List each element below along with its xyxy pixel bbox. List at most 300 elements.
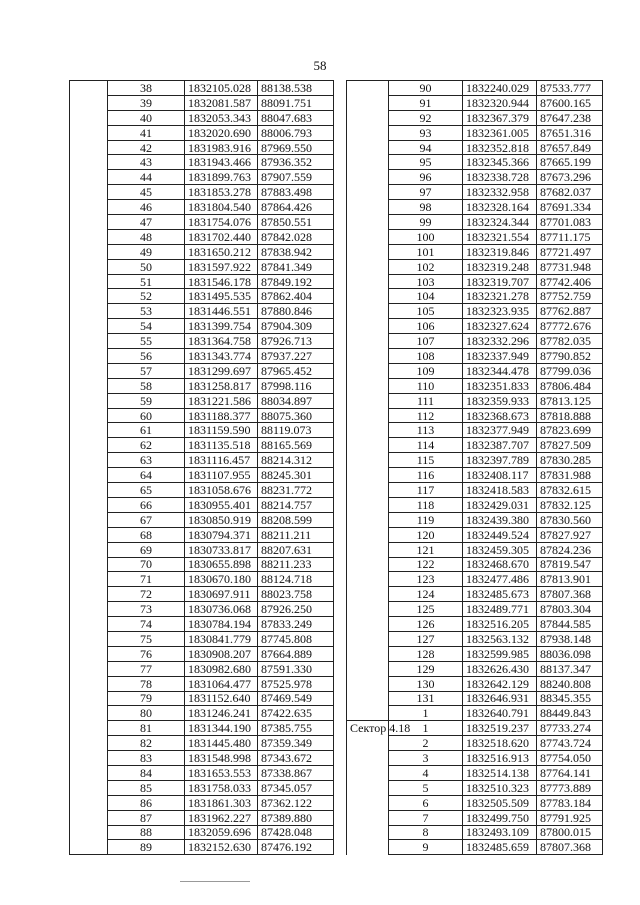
x-coordinate: 1832642.129 [463,676,537,691]
y-coordinate: 87711.175 [537,229,603,244]
y-coordinate: 88119.073 [258,423,334,438]
table-row [70,512,334,527]
x-coordinate: 1832327.624 [463,319,537,334]
y-coordinate: 87965.452 [258,363,334,378]
x-coordinate: 1831943.466 [185,155,258,170]
y-coordinate: 87827.927 [537,527,603,542]
sector-cell [70,274,108,289]
x-coordinate: 1831344.190 [185,721,258,736]
sector-cell [70,587,108,602]
point-number: 75 [108,631,185,646]
sector-cell [347,512,389,527]
y-coordinate: 87827.509 [537,438,603,453]
table-row [347,155,603,170]
table-row [70,393,334,408]
table-row [347,557,603,572]
y-coordinate: 87345.057 [258,780,334,795]
y-coordinate: 88047.683 [258,110,334,125]
y-coordinate: 87665.199 [537,155,603,170]
sector-cell [70,259,108,274]
table-row [70,497,334,512]
point-number: 119 [389,512,463,527]
y-coordinate: 88214.312 [258,453,334,468]
point-number: 95 [389,155,463,170]
x-coordinate: 1831445.480 [185,736,258,751]
table-row [70,170,334,185]
y-coordinate: 87733.274 [537,721,603,736]
x-coordinate: 1832439.380 [463,512,537,527]
sector-cell [347,423,389,438]
table-row [347,200,603,215]
point-number: 69 [108,542,185,557]
x-coordinate: 1831962.227 [185,810,258,825]
x-coordinate: 1832332.296 [463,334,537,349]
y-coordinate: 87651.316 [537,125,603,140]
y-coordinate: 88165.569 [258,438,334,453]
table-row [70,289,334,304]
y-coordinate: 87864.426 [258,200,334,215]
point-number: 54 [108,319,185,334]
y-coordinate: 87830.560 [537,512,603,527]
point-number: 60 [108,408,185,423]
sector-cell [70,363,108,378]
y-coordinate: 87783.184 [537,795,603,810]
sector-cell [70,572,108,587]
sector-cell [70,125,108,140]
y-coordinate: 88207.631 [258,542,334,557]
y-coordinate: 87813.901 [537,572,603,587]
sector-cell [70,334,108,349]
point-number: 87 [108,810,185,825]
y-coordinate: 87338.867 [258,765,334,780]
point-number: 104 [389,289,463,304]
point-number: 65 [108,483,185,498]
x-coordinate: 1831597.922 [185,259,258,274]
table-row [70,453,334,468]
sector-cell [70,795,108,810]
table-row [70,363,334,378]
sector-label: Сектор 4.18 [350,721,411,736]
footer-rule [180,881,250,882]
y-coordinate: 87591.330 [258,661,334,676]
point-number: 96 [389,170,463,185]
point-number: 38 [108,81,185,96]
table-row [70,765,334,780]
x-coordinate: 1830850.919 [185,512,258,527]
point-number: 97 [389,185,463,200]
sector-cell [347,319,389,334]
y-coordinate: 87937.227 [258,349,334,364]
x-coordinate: 1832359.933 [463,393,537,408]
table-row [347,170,603,185]
table-row [347,453,603,468]
y-coordinate: 87926.250 [258,602,334,617]
sector-cell [70,378,108,393]
x-coordinate: 1832429.031 [463,497,537,512]
y-coordinate: 87721.497 [537,244,603,259]
table-row [347,95,603,110]
table-row [70,81,334,96]
x-coordinate: 1831221.586 [185,393,258,408]
x-coordinate: 1830733.817 [185,542,258,557]
table-row [70,259,334,274]
x-coordinate: 1832510.323 [463,780,537,795]
x-coordinate: 1831702.440 [185,229,258,244]
table-row [70,825,334,840]
y-coordinate: 88208.599 [258,512,334,527]
x-coordinate: 1830670.180 [185,572,258,587]
y-coordinate: 88245.301 [258,468,334,483]
y-coordinate: 87907.559 [258,170,334,185]
sector-cell [70,408,108,423]
table-row [70,468,334,483]
x-coordinate: 1831364.758 [185,334,258,349]
table-row [70,751,334,766]
x-coordinate: 1832563.132 [463,631,537,646]
sector-cell [347,274,389,289]
y-coordinate: 87664.889 [258,646,334,661]
sector-cell [347,706,389,721]
point-number: 6 [389,795,463,810]
x-coordinate: 1832626.430 [463,661,537,676]
sector-cell [70,602,108,617]
y-coordinate: 87862.404 [258,289,334,304]
point-number: 86 [108,795,185,810]
x-coordinate: 1831548.998 [185,751,258,766]
y-coordinate: 87764.141 [537,765,603,780]
x-coordinate: 1832321.278 [463,289,537,304]
sector-cell [70,170,108,185]
table-row [347,483,603,498]
x-coordinate: 1832646.931 [463,691,537,706]
x-coordinate: 1832387.707 [463,438,537,453]
x-coordinate: 1832320.944 [463,95,537,110]
y-coordinate: 88449.843 [537,706,603,721]
y-coordinate: 87385.755 [258,721,334,736]
x-coordinate: 1832240.029 [463,81,537,96]
table-row [347,408,603,423]
point-number: 117 [389,483,463,498]
table-row [70,483,334,498]
sector-cell [70,706,108,721]
y-coordinate: 87701.083 [537,215,603,230]
point-number: 91 [389,95,463,110]
x-coordinate: 1831804.540 [185,200,258,215]
point-number: 113 [389,423,463,438]
x-coordinate: 1832485.673 [463,587,537,602]
x-coordinate: 1832459.305 [463,542,537,557]
sector-cell [347,155,389,170]
table-row [347,438,603,453]
point-number: 8 [389,825,463,840]
sector-cell [70,810,108,825]
point-number: 122 [389,557,463,572]
y-coordinate: 87926.713 [258,334,334,349]
coordinates-table-left [69,80,334,855]
point-number: 115 [389,453,463,468]
y-coordinate: 88345.355 [537,691,603,706]
table-row [347,110,603,125]
point-number: 2 [389,736,463,751]
x-coordinate: 1832505.509 [463,795,537,810]
sector-cell [70,825,108,840]
point-number: 55 [108,334,185,349]
point-number: 63 [108,453,185,468]
x-coordinate: 1832344.478 [463,363,537,378]
x-coordinate: 1830784.194 [185,617,258,632]
point-number: 81 [108,721,185,736]
x-coordinate: 1832418.583 [463,483,537,498]
y-coordinate: 87476.192 [258,840,334,855]
sector-cell [347,259,389,274]
y-coordinate: 87832.125 [537,497,603,512]
sector-cell [347,215,389,230]
y-coordinate: 87731.948 [537,259,603,274]
table-row [347,572,603,587]
sector-cell [70,527,108,542]
x-coordinate: 1832332.958 [463,185,537,200]
point-number: 116 [389,468,463,483]
x-coordinate: 1832367.379 [463,110,537,125]
sector-cell [347,81,389,96]
y-coordinate: 87807.368 [537,840,603,855]
x-coordinate: 1831159.590 [185,423,258,438]
point-number: 74 [108,617,185,632]
sector-cell [347,125,389,140]
table-row [70,185,334,200]
y-coordinate: 88211.211 [258,527,334,542]
point-number: 56 [108,349,185,364]
point-number: 42 [108,140,185,155]
table-row [70,617,334,632]
table-row [70,125,334,140]
sector-cell [70,244,108,259]
x-coordinate: 1830697.911 [185,587,258,602]
sector-cell [70,215,108,230]
table-row [70,631,334,646]
table-row [347,497,603,512]
sector-cell [70,140,108,155]
y-coordinate: 87969.550 [258,140,334,155]
table-row [70,602,334,617]
table-row [70,155,334,170]
y-coordinate: 87343.672 [258,751,334,766]
x-coordinate: 1832397.789 [463,453,537,468]
sector-cell [70,319,108,334]
x-coordinate: 1830736.068 [185,602,258,617]
sector-cell [347,721,411,855]
y-coordinate: 88137.347 [537,661,603,676]
x-coordinate: 1831754.076 [185,215,258,230]
sector-cell [70,423,108,438]
y-coordinate: 87803.304 [537,602,603,617]
point-number: 40 [108,110,185,125]
sector-cell [347,140,389,155]
y-coordinate: 87880.846 [258,304,334,319]
table-row [347,393,603,408]
x-coordinate: 1832477.486 [463,572,537,587]
y-coordinate: 87772.676 [537,319,603,334]
point-number: 48 [108,229,185,244]
point-number: 44 [108,170,185,185]
point-number: 45 [108,185,185,200]
sector-cell [70,736,108,751]
sector-cell [347,572,389,587]
y-coordinate: 87818.888 [537,408,603,423]
y-coordinate: 87762.887 [537,304,603,319]
point-number: 1 [389,721,463,736]
table-row [70,721,334,736]
table-row [70,810,334,825]
x-coordinate: 1832053.343 [185,110,258,125]
y-coordinate: 87813.125 [537,393,603,408]
y-coordinate: 87743.724 [537,736,603,751]
y-coordinate: 87647.238 [537,110,603,125]
sector-cell [70,497,108,512]
sector-cell [70,631,108,646]
point-number: 76 [108,646,185,661]
sector-cell [70,229,108,244]
sector-cell [70,81,108,96]
sector-cell [347,438,389,453]
table-row [70,691,334,706]
x-coordinate: 1831495.535 [185,289,258,304]
sector-cell [70,557,108,572]
x-coordinate: 1832351.833 [463,378,537,393]
sector-cell [347,557,389,572]
point-number: 59 [108,393,185,408]
table-row [347,259,603,274]
x-coordinate: 1832361.005 [463,125,537,140]
y-coordinate: 87824.236 [537,542,603,557]
x-coordinate: 1832319.707 [463,274,537,289]
y-coordinate: 88023.758 [258,587,334,602]
sector-cell [347,617,389,632]
sector-cell [347,661,389,676]
sector-cell [70,200,108,215]
table-row [347,334,603,349]
y-coordinate: 87842.028 [258,229,334,244]
point-number: 5 [389,780,463,795]
point-number: 50 [108,259,185,274]
sector-cell [70,438,108,453]
x-coordinate: 1831546.178 [185,274,258,289]
sector-cell [347,185,389,200]
x-coordinate: 1832489.771 [463,602,537,617]
point-number: 118 [389,497,463,512]
sector-cell [347,602,389,617]
point-number: 85 [108,780,185,795]
y-coordinate: 87936.352 [258,155,334,170]
y-coordinate: 88231.772 [258,483,334,498]
sector-cell [347,363,389,378]
y-coordinate: 87790.852 [537,349,603,364]
y-coordinate: 87883.498 [258,185,334,200]
coordinates-table-right [346,80,603,855]
sector-cell [70,155,108,170]
y-coordinate: 87800.015 [537,825,603,840]
sector-cell [347,244,389,259]
point-number: 121 [389,542,463,557]
point-number: 49 [108,244,185,259]
x-coordinate: 1830955.401 [185,497,258,512]
point-number: 124 [389,587,463,602]
y-coordinate: 87782.035 [537,334,603,349]
sector-cell [347,200,389,215]
x-coordinate: 1831064.477 [185,676,258,691]
sector-cell [347,527,389,542]
point-number: 130 [389,676,463,691]
y-coordinate: 87832.615 [537,483,603,498]
y-coordinate: 87533.777 [537,81,603,96]
table-row [70,408,334,423]
x-coordinate: 1831861.303 [185,795,258,810]
x-coordinate: 1832345.366 [463,155,537,170]
point-number: 68 [108,527,185,542]
table-row [70,780,334,795]
y-coordinate: 87831.988 [537,468,603,483]
x-coordinate: 1832518.620 [463,736,537,751]
table-row [347,349,603,364]
y-coordinate: 87742.406 [537,274,603,289]
point-number: 108 [389,349,463,364]
point-number: 99 [389,215,463,230]
x-coordinate: 1831299.697 [185,363,258,378]
y-coordinate: 87682.037 [537,185,603,200]
point-number: 128 [389,646,463,661]
x-coordinate: 1830655.898 [185,557,258,572]
x-coordinate: 1832321.554 [463,229,537,244]
table-row [70,244,334,259]
x-coordinate: 1832324.344 [463,215,537,230]
sector-cell [347,170,389,185]
table-row [347,274,603,289]
point-number: 125 [389,602,463,617]
point-number: 100 [389,229,463,244]
point-number: 64 [108,468,185,483]
table-row [70,215,334,230]
x-coordinate: 1832338.728 [463,170,537,185]
table-row [347,706,603,721]
x-coordinate: 1832319.846 [463,244,537,259]
sector-cell [347,95,389,110]
table-row [70,304,334,319]
x-coordinate: 1831983.916 [185,140,258,155]
table-row [347,185,603,200]
y-coordinate: 87791.925 [537,810,603,825]
point-number: 7 [389,810,463,825]
y-coordinate: 88036.098 [537,646,603,661]
point-number: 80 [108,706,185,721]
point-number: 41 [108,125,185,140]
table-row [70,557,334,572]
x-coordinate: 1832514.138 [463,765,537,780]
x-coordinate: 1831246.241 [185,706,258,721]
y-coordinate: 88240.808 [537,676,603,691]
point-number: 88 [108,825,185,840]
sector-cell [347,468,389,483]
table-row [70,736,334,751]
sector-cell [70,780,108,795]
y-coordinate: 88034.897 [258,393,334,408]
sector-cell [347,110,389,125]
y-coordinate: 87849.192 [258,274,334,289]
x-coordinate: 1831152.640 [185,691,258,706]
table-row [70,706,334,721]
x-coordinate: 1832449.524 [463,527,537,542]
x-coordinate: 1831446.551 [185,304,258,319]
x-coordinate: 1831758.033 [185,780,258,795]
